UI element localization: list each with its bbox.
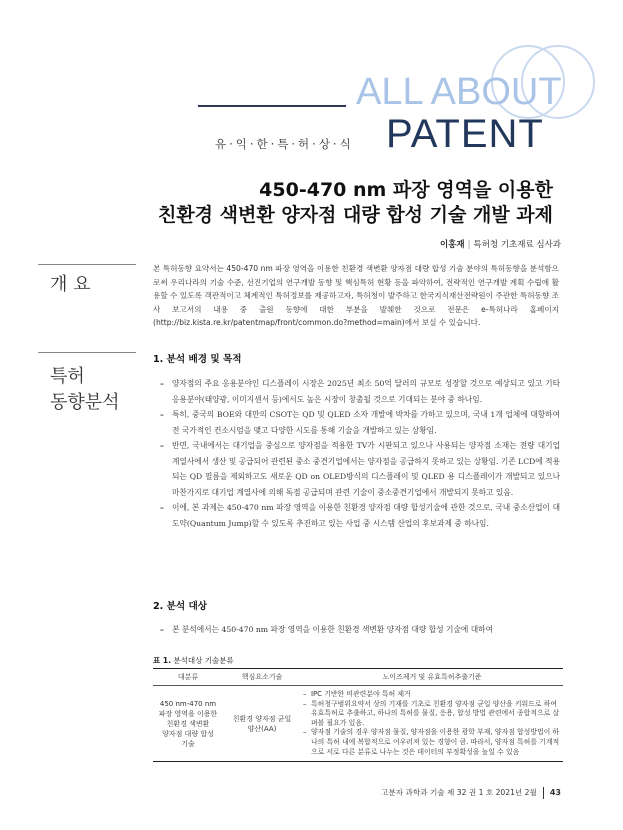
- cell-line: 친환경 양자점 균일: [232, 714, 292, 723]
- list-item: – 특히, 중국의 BOE와 대만의 CSOT는 QD 및 QLED 소자 개발에 박차를 가하고 있으며, 국내 1개 업체에 대항하여 전 국가적인 컨소시엄을 맺고 다양한 시도를 통해 기술을 개발하고 있는 상황임.: [160, 407, 560, 438]
- section2-bullets: [160, 622, 560, 638]
- article-title-line2: 친환경 색변환 양자점 대량 합성 기술 개발 과제: [157, 204, 553, 226]
- footer-divider: [543, 787, 544, 799]
- page-footer: [381, 787, 561, 799]
- overview-paragraph: 본 특허동향 요약서는 450-470 nm 파장 영역을 이용한 친환경 색변환 양자점 대량 합성 기술 분야의 특허동향을 분석함으로써 우리나라의 기술 수준, 선진기업의 연구개발 동향 및 핵심특허 현황 등을 파악하여, 전략적인 연구개발 계획 수립에 활용할 수 있도록 객관적이고 체계적인 특허정보를 제공하고자, 특허청이 발주하고 한국지식재산전략원이 주관한 특허동향 조사 보고서의 내용 중 출원 동향에 대한 부분을 발췌한 것으로 전문은 e-특허나라 홈페이지(http://biz.kista.re.kr/patentmap/front/common.do?method=main)에서 보실 수 있습니다.: [153, 264, 559, 328]
- table-caption: [153, 655, 234, 666]
- table-header-cell: 노이즈제거 및 유효특허추출기준: [301, 669, 563, 686]
- list-item: – 양자점의 주요 응용분야인 디스플레이 시장은 2025년 최소 50억 달러의 규모로 성장할 것으로 예상되고 있고 기타 응용분야(태양광, 이미지센서 등)에서도 높은 시장이 창출될 것으로 기대되는 분야 중 하나임.: [160, 376, 560, 407]
- table-row: [153, 686, 563, 762]
- analysis-rule: [38, 352, 136, 353]
- header-rule: [198, 105, 346, 107]
- cell-line: 기술: [181, 739, 195, 748]
- series-title-top: ALL ABOUT: [356, 71, 562, 113]
- author-name: 이홍재: [439, 240, 465, 250]
- list-item: – 이에, 본 과제는 450-470 nm 파장 영역을 이용한 친환경 양자점 대량 합성기술에 관한 것으로, 국내 중소산업이 대도약(Quantum Jump)할 수 있도록 추진하고 있는 사업 중 시스템 산업의 후보과제 중 하나임.: [160, 500, 560, 531]
- analysis-label-line1: 특허: [50, 366, 85, 387]
- table-header-row: [153, 669, 563, 686]
- table-header-cell: 대분류: [153, 669, 223, 686]
- table-caption-text: 분석대상 기술분류: [173, 656, 234, 665]
- table-header-cell: 핵심요소기술: [223, 669, 301, 686]
- analysis-label: [50, 364, 120, 416]
- category-cell: [153, 686, 223, 762]
- table-caption-prefix: 표 1.: [153, 656, 171, 665]
- list-item: – 본 분석에서는 450-470 nm 파장 영역을 이용한 친환경 색변환 양자점 대량 합성 기술에 대하여: [160, 622, 560, 638]
- criteria-item: – 양자점 기술의 경우 양자점 물질, 양자점을 이용한 광학 부재, 양자점 합성방법이 하나의 특허 내에 복합적으로 어우러져 있는 경향이 큼. 따라서, 양자점 특허를 기계적으로 서로 다른 분류로 나누는 것은 데이터의 부정확성을 높일 수 있음: [303, 728, 561, 757]
- article-title-line1: 450-470 nm 파장 영역을 이용한: [259, 179, 553, 201]
- tech-cell: [223, 686, 301, 762]
- cell-line: 양자점 대량 합성: [162, 729, 214, 738]
- list-item: – 반면, 국내에서는 대기업을 중심으로 양자점을 적용한 TV가 시판되고 있으나 사용되는 양자점 소재는 전량 대기업 계열사에서 생산 및 공급되어 관련된 중소 중견기업에서는 양자점을 공급하지 못하고 있는 상황임. 기존 LCD에 적용되는 QD 필름을 제외하고도 새로운 QD on OLED방식의 디스플레이 및 QLED 용 디스플레이가 개발되고 있으나 마찬가지로 대기업 계열사에 의해 독점 공급되며 관련 기술이 중소중견기업에서 개발되지 못하고 있음.: [160, 438, 560, 500]
- criteria-item: – IPC 기반한 비관련분야 특허 제거: [303, 690, 561, 700]
- classification-table: [153, 668, 563, 762]
- journal-info: 고분자 과학과 기술 제 32 권 1 호 2021년 2월: [381, 788, 537, 797]
- author-role: 특허청 기초재료 심사과: [473, 240, 561, 250]
- cell-line: 파장 영역을 이용한: [158, 709, 218, 718]
- overview-label: 개 요: [50, 274, 91, 295]
- cell-line: 450 nm-470 nm: [159, 699, 217, 708]
- series-subtitle: 유·익·한·특·허·상·식: [215, 137, 354, 151]
- criteria-item: – 특허청구범위요약서 상의 기재를 기초로 친환경 양자점 균일 양산을 키워드로 하여 유효특허로 추출하고, 하나의 특허를 물질, 응용, 합성 방법 관련에서 종합적으로 살펴볼 필요가 있음.: [303, 700, 561, 729]
- section1-bullets: [160, 376, 560, 531]
- overview-rule: [38, 264, 136, 265]
- author-byline: [440, 238, 561, 250]
- cell-line: 양산(AA): [247, 724, 277, 733]
- section1-heading: 1. 분석 배경 및 목적: [153, 354, 242, 365]
- cell-line: 친환경 색변환: [166, 719, 210, 728]
- page-number: 43: [549, 788, 561, 797]
- criteria-cell: [301, 686, 563, 762]
- section2-heading: 2. 분석 대상: [153, 601, 208, 612]
- analysis-label-line2: 동향분석: [50, 392, 120, 413]
- author-separator: |: [467, 240, 471, 250]
- series-title-bottom: PATENT: [386, 112, 544, 156]
